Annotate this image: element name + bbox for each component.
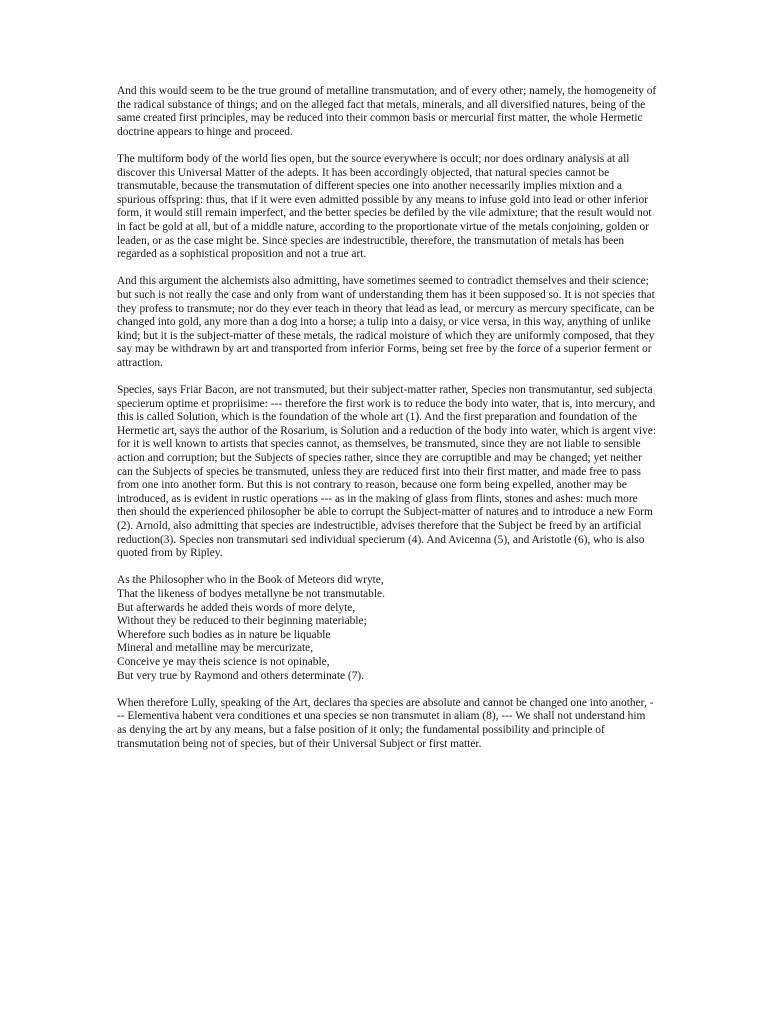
verse-line: That the likeness of bodyes metallyne be not transmutable. — [117, 587, 385, 600]
verse-line: But very true by Raymond and others determinate (7). — [117, 669, 365, 682]
paragraph-3: And this argument the alchemists also admitting, have sometimes seemed to contradict themselves and their science; but such is not really the case and only from want of understanding them has it been supposed so. It is not species that they profess to transmute; nor do they ever teach in theory that lead as lead, or mercury as mercury specificate, can be changed into gold, any more than a dog into a horse; a tulip into a daisy, or vice versa, in this way, anything of unlike kind; but it is the subject-matter of these metals, the radical moisture of which they are uniformly composed, that they say may be withdrawn by art and transported from inferior Forms, being set free by the force of a superior ferment or attraction. — [117, 275, 655, 369]
verse-line: Without they be reduced to their beginning materiable; — [117, 615, 367, 628]
verse-line: Wherefore such bodies as in nature be liquable — [117, 628, 331, 641]
verse-block — [117, 574, 657, 683]
paragraph-1: And this would seem to be the true ground of metalline transmutation, and of every other; namely, the homogeneity of the radical substance of things; and on the alleged fact that metals, minerals, and all diversified natures, being of the same created first principles, may be reduced into their common basis or mercurial first matter, the whole Hermetic doctrine appears to hinge and proceed. — [117, 85, 657, 138]
document-body — [117, 85, 657, 751]
closing-paragraph: When therefore Lully, speaking of the Art, declares tha species are absolute and cannot be changed one into another, --- Elementiva habent vera conditiones et una species se non transmutet in aliam (8), --- We shall not understand him as denying the art by any means, but a false position of it only; the fundamental possibility and principle of transmutation being not of species, but of their Universal Subject or first matter. — [117, 696, 654, 750]
verse-line: As the Philosopher who in the Book of Meteors did wryte, — [117, 574, 384, 587]
paragraph-2: The multiform body of the world lies open, but the source everywhere is occult; nor does ordinary analysis at all discover this Universal Matter of the adepts. It has been accordingly objected, that natural species cannot be transmutable, because the transmutation of different species one into another necessarily implies mixtion and a spurious offspring: thus, that if it were even admitted possible by any means to infuse gold into lead or other inferior form, it would still remain imperfect, and the better species be defiled by the vile admixture; that the result would not in fact be gold at all, but of a middle nature, according to the proportionate virtue of the metals conjoining, golden or leaden, or as the case might be. Since species are indestructible, therefore, the transmutation of metals has been regarded as a sophistical proposition and not a true art. — [117, 152, 652, 261]
paragraph-4: Species, says Friar Bacon, are not transmuted, but their subject-matter rather, Species non transmutantur, sed subjecta specierum optime et propriisime: --- therefore the first work is to reduce the body into water, that is, into mercury, and this is called Solution, which is the foundation of the whole art (1). And the first preparation and foundation of the Hermetic art, says the author of the Rosarium, is Solution and a reduction of the body into water, which is argent vive: for it is well known to artists that species cannot, as themselves, be transmuted, since they are not liable to sensible action and corruption; but the Subjects of species rather, since they are corruptible and may be changed; yet neither can the Subjects of species be transmuted, unless they are reduced first into their first matter, and made free to pass from one into another form. But this is not contrary to reason, because one form being expelled, another may be introduced, as is evident in rustic operations --- as in the making of glass from flints, stones and ashes: much more then should the experienced philosopher be able to corrupt the Subject-matter of natures and to introduce a new Form (2). Arnold, also admitting that species are indestructible, advises therefore that the Subject be freed by an artificial reduction(3). Species non transmutari sed individual specierum (4). And Avicenna (5), and Aristotle (6), who is also quoted from by Ripley. — [117, 384, 656, 560]
verse-line: But afterwards he added theis words of more delyte, — [117, 601, 356, 614]
verse-line: Conceive ye may theis science is not opinable, — [117, 655, 330, 668]
verse-line: Mineral and metalline may be mercurizate, — [117, 642, 314, 655]
